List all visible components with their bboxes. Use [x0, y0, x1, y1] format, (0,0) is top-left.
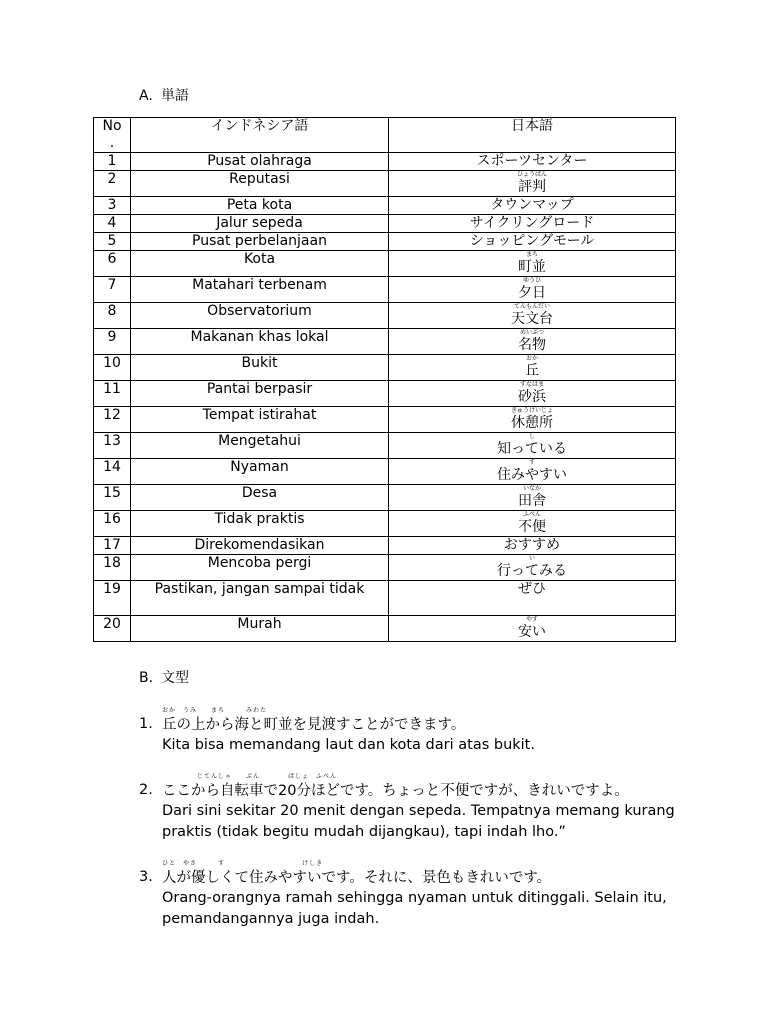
row-number: 15 [94, 485, 131, 511]
indonesian-term: Mencoba pergi [131, 555, 389, 581]
indonesian-term: Makanan khas lokal [131, 329, 389, 355]
row-number: 11 [94, 381, 131, 407]
section-a-title: 単語 [161, 88, 189, 104]
indonesian-term: Observatorium [131, 303, 389, 329]
sentence-1 [139, 706, 699, 756]
section-b-title: 文型 [161, 670, 189, 686]
japanese-term-cell [389, 153, 676, 171]
sentence-2 [139, 772, 699, 843]
japanese-term: ぜひ [518, 581, 546, 597]
indonesian-term: Nyaman [131, 459, 389, 485]
table-row [94, 197, 676, 215]
table-row [94, 581, 676, 616]
indonesian-term: Reputasi [131, 171, 389, 197]
furigana: やす [525, 616, 538, 623]
row-number: 18 [94, 555, 131, 581]
japanese-term: 砂浜 [518, 389, 546, 405]
vocabulary-table [93, 117, 676, 642]
japanese-term: 田舎 [518, 493, 546, 509]
row-number: 16 [94, 511, 131, 537]
indonesian-term: Tidak praktis [131, 511, 389, 537]
table-row [94, 153, 676, 171]
japanese-term: 知っている [497, 441, 567, 457]
japanese-term-cell [389, 485, 676, 511]
sentence-japanese: 人が優しくて住みやすいです。それに、景色もきれいです。 [162, 870, 552, 886]
indonesian-term: Pastikan, jangan sampai tidak [131, 581, 389, 616]
table-row [94, 251, 676, 277]
indonesian-term: Direkomendasikan [131, 537, 389, 555]
table-row [94, 355, 676, 381]
table-row [94, 537, 676, 555]
row-number: 9 [94, 329, 131, 355]
table-row [94, 215, 676, 233]
table-row [94, 459, 676, 485]
table-row [94, 329, 676, 355]
japanese-term: 休憩所 [511, 415, 553, 431]
japanese-term-cell [389, 355, 676, 381]
japanese-term: 安い [518, 624, 546, 640]
japanese-term-cell [389, 381, 676, 407]
japanese-term: 町並 [518, 259, 546, 275]
table-row [94, 277, 676, 303]
furigana: おか [525, 355, 538, 362]
japanese-term-cell [389, 251, 676, 277]
japanese-term: 天文台 [511, 311, 553, 327]
row-number: 20 [94, 616, 131, 642]
indonesian-term: Mengetahui [131, 433, 389, 459]
japanese-term-cell [389, 303, 676, 329]
indonesian-term: Murah [131, 616, 389, 642]
furigana: まち [525, 251, 538, 258]
japanese-term-cell [389, 555, 676, 581]
row-number: 4 [94, 215, 131, 233]
japanese-term: 不便 [518, 519, 546, 535]
furigana: す [528, 459, 535, 466]
table-row [94, 171, 676, 197]
table-row [94, 303, 676, 329]
row-number: 14 [94, 459, 131, 485]
japanese-term-cell [389, 233, 676, 251]
japanese-term-cell [389, 215, 676, 233]
row-number: 3 [94, 197, 131, 215]
example-sentences [139, 706, 699, 944]
sentence-number: 2. [139, 782, 153, 798]
furigana: すなはま [519, 381, 544, 388]
sentence-number: 1. [139, 716, 153, 732]
sentence-3 [139, 859, 699, 930]
japanese-term-cell [389, 581, 676, 616]
sentence-translation: Kita bisa memandang laut dan kota dari atas bukit. [162, 737, 535, 753]
row-number: 13 [94, 433, 131, 459]
furigana: めいぶつ [519, 329, 544, 336]
indonesian-term: Pusat olahraga [131, 153, 389, 171]
indonesian-term: Tempat istirahat [131, 407, 389, 433]
table-row [94, 616, 676, 642]
row-number: 5 [94, 233, 131, 251]
furigana: ふべん [522, 511, 541, 518]
table-row [94, 433, 676, 459]
header-japanese: 日本語 [389, 118, 676, 153]
japanese-term-cell [389, 171, 676, 197]
japanese-term-cell [389, 407, 676, 433]
row-number: 8 [94, 303, 131, 329]
indonesian-term: Kota [131, 251, 389, 277]
sentence-ruby: おか うみ まち みわた [162, 707, 268, 714]
sentence-ruby: じてんしゃ ぷん ばしょ ふべん [162, 773, 338, 780]
section-a-heading [139, 88, 189, 104]
indonesian-term: Peta kota [131, 197, 389, 215]
row-number: 10 [94, 355, 131, 381]
row-number: 12 [94, 407, 131, 433]
furigana: てんもんだい [513, 303, 550, 310]
indonesian-term: Desa [131, 485, 389, 511]
table-row [94, 233, 676, 251]
table-row [94, 555, 676, 581]
indonesian-term: Pusat perbelanjaan [131, 233, 389, 251]
furigana: きゅうけいじょ [510, 407, 553, 414]
japanese-term: おすすめ [503, 537, 561, 553]
row-number: 17 [94, 537, 131, 555]
indonesian-term: Bukit [131, 355, 389, 381]
japanese-term-cell [389, 433, 676, 459]
sentence-translation: Orang-orangnya ramah sehingga nyaman untuk ditinggali. Selain itu, pemandangannya juga indah. [162, 890, 667, 927]
japanese-term: タウンマップ [490, 197, 574, 213]
japanese-term-cell [389, 511, 676, 537]
furigana: ゆうひ [522, 277, 541, 284]
row-number: 1 [94, 153, 131, 171]
japanese-term-cell [389, 277, 676, 303]
furigana: い [528, 555, 535, 562]
japanese-term-cell [389, 537, 676, 555]
sentence-number: 3. [139, 869, 153, 885]
row-number: 6 [94, 251, 131, 277]
japanese-term: 評判 [518, 179, 546, 195]
table-row [94, 511, 676, 537]
section-b-letter: B. [139, 670, 154, 686]
japanese-term-cell [389, 459, 676, 485]
table-row [94, 485, 676, 511]
indonesian-term: Jalur sepeda [131, 215, 389, 233]
table-row [94, 381, 676, 407]
indonesian-term: Matahari terbenam [131, 277, 389, 303]
row-number: 7 [94, 277, 131, 303]
section-b-heading [139, 670, 189, 686]
sentence-translation: Dari sini sekitar 20 menit dengan sepeda. Tempatnya memang kurang praktis (tidak begitu mudah dijangkau), tapi indah lho.” [162, 803, 675, 840]
japanese-term: 夕日 [518, 285, 546, 301]
section-a-letter: A. [139, 88, 153, 104]
table-row [94, 407, 676, 433]
sentence-ruby: ひと やさ す けしき [162, 860, 324, 867]
japanese-term: サイクリングロード [469, 215, 595, 231]
furigana: ひょうばん [516, 171, 547, 178]
japanese-term: 行ってみる [497, 563, 567, 579]
row-number: 19 [94, 581, 131, 616]
row-number: 2 [94, 171, 131, 197]
furigana: し [528, 433, 535, 440]
japanese-term: ショッピングモール [469, 233, 595, 249]
japanese-term: 名物 [518, 337, 546, 353]
header-indonesian: インドネシア語 [131, 118, 389, 153]
japanese-term-cell [389, 329, 676, 355]
header-no: No . [94, 118, 131, 153]
japanese-term-cell [389, 616, 676, 642]
furigana: いなか [522, 485, 541, 492]
sentence-japanese: ここから自転車で20分ほどです。ちょっと不便ですが、きれいですよ。 [162, 783, 629, 799]
japanese-term: 丘 [525, 363, 539, 379]
indonesian-term: Pantai berpasir [131, 381, 389, 407]
japanese-term-cell [389, 197, 676, 215]
japanese-term: 住みやすい [497, 467, 567, 483]
japanese-term: スポーツセンター [476, 153, 588, 169]
sentence-japanese: 丘の上から海と町並を見渡すことができます。 [162, 717, 466, 733]
